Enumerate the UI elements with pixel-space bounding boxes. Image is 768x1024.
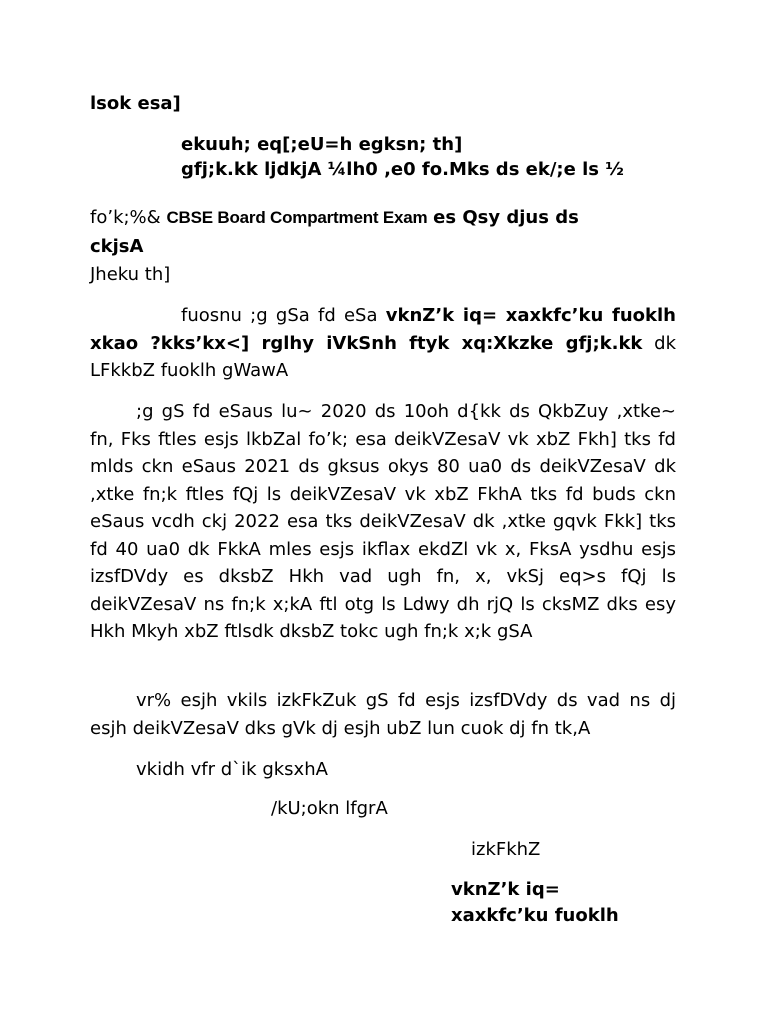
subject-label: fo’k;%& [90, 207, 161, 228]
para1-bold: vknZ’k iq= xaxkfc’ku fuoklh xkao ?kks’kx<] rglhy iVkSnh ftyk xq:Xkzke gfj;k.kk [90, 305, 676, 354]
recipient-line-1: ekuuh; eq[;eU=h egksn; th] [181, 134, 463, 155]
subject-line-2: ckjsA [90, 236, 144, 257]
signature-line-2: xaxkfc’ku fuoklh [451, 905, 619, 926]
para1-intro: fuosnu ;g gSa fd eSa [181, 305, 386, 326]
subject-english: CBSE Board Compartment Exam [166, 208, 428, 227]
closing-yours: /kU;okn lfgrA [271, 798, 388, 819]
paragraph-1 [90, 302, 676, 385]
para1-tail: dk LFkkbZ fuoklh gWawA [90, 332, 676, 381]
paragraph-2: ;g gS fd eSaus lu~ 2020 ds 10oh d{kk ds QkbZuy ,xtke~ fn, Fks ftles esjs lkbZal fo’k; esa deikVZesaV vk xbZ Fkh] tks fd mlds ckn eSaus 2021 ds gksus okys 80 ua0 ds deikVZesaV dk ,xtke fn;k ftles fQj ls deikVZesaV vk xbZ FkhA tks fd buds ckn eSaus vcdh ckj 2022 esa tks deikVZesaV dk ,xtke gqvk Fkk] tks fd 40 ua0 dk FkkA mles esjs ikflax ekdZl vk x, FksA ysdhu esjs izsfDVdy es dksbZ Hkh vad ugh fn, x, vkSj eq>s fQj ls deikVZesaV ns fn;k x;kA ftl otg ls Ldwy dh rjQ ls cksMZ dks esy Hkh Mkyh xbZ ftlsdk dksbZ tokc ugh fn;k x;k gSA [90, 401, 676, 642]
greeting: Jheku th] [90, 264, 171, 285]
applicant-label: izkFkhZ [471, 839, 541, 860]
salutation-to: lsok esa] [90, 93, 181, 114]
subject-line [90, 207, 579, 228]
paragraph-3: vr% esjh vkils izkFkZuk gS fd esjs izsfDVdy ds vad ns dj esjh deikVZesaV dks gVk dj esjh ubZ lun cuok dj fn tk,A [90, 690, 676, 739]
subject-rest: es Qsy djus ds [433, 207, 579, 228]
recipient-line-2: gfj;k.kk ljdkjA ¼lh0 ,e0 fo.Mks ds ek/;e ls ½ [181, 159, 624, 180]
signature-line-1: vknZ’k iq= [451, 879, 560, 900]
closing-thanks: vkidh vfr d`ik gksxhA [136, 759, 328, 780]
